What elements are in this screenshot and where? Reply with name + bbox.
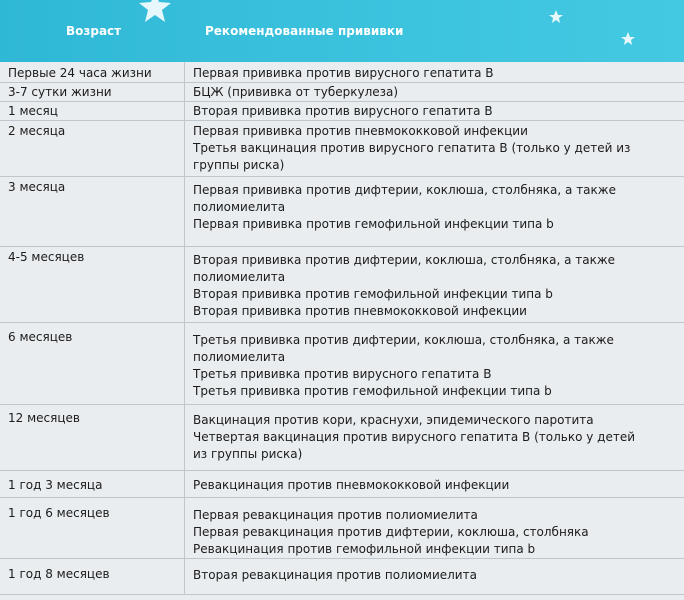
vaccine-line: полиомиелита <box>193 350 286 364</box>
star-icon <box>549 10 563 24</box>
vaccines-cell <box>185 471 684 498</box>
table-row <box>0 121 684 177</box>
table-row <box>0 498 684 559</box>
table-row <box>0 83 684 102</box>
age-cell: 1 месяц <box>0 102 185 121</box>
vaccine-line: Ревакцинация против пневмококковой инфекции <box>193 478 510 492</box>
star-icon <box>138 0 172 22</box>
vaccines-cell <box>185 405 684 471</box>
vaccine-line: Ревакцинация против гемофильной инфекции типа b <box>193 542 536 556</box>
age-cell: 12 месяцев <box>0 405 185 471</box>
vaccine-line: Первая прививка против вирусного гепатита В <box>193 66 494 80</box>
vaccine-line: Вторая прививка против пневмококковой инфекции <box>193 304 527 318</box>
vaccines-cell <box>185 498 684 559</box>
column-header-vaccines: Рекомендованные прививки <box>205 24 404 38</box>
vaccines-cell <box>185 83 684 102</box>
table-row <box>0 471 684 498</box>
age-cell: 2 месяца <box>0 121 185 177</box>
vaccine-line: Первая прививка против гемофильной инфекции типа b <box>193 217 554 231</box>
age-cell: 1 год 3 месяца <box>0 471 185 498</box>
age-cell: 3-7 сутки жизни <box>0 83 185 102</box>
vaccine-line: Вторая прививка против дифтерии, коклюша, столбняка, а также <box>193 253 616 267</box>
vaccine-line: группы риска) <box>193 158 285 172</box>
vaccine-line: Первая прививка против пневмококковой инфекции <box>193 124 528 138</box>
table-row <box>0 177 684 247</box>
table-header <box>0 0 684 62</box>
table-row <box>0 559 684 595</box>
table-row <box>0 405 684 471</box>
vaccines-cell <box>185 247 684 323</box>
schedule-table <box>0 62 684 595</box>
age-cell: 1 год 8 месяцев <box>0 559 185 595</box>
table-row <box>0 62 684 83</box>
vaccine-line: Третья вакцинация против вирусного гепатита В (только у детей из <box>193 141 631 155</box>
vaccine-line: Вторая прививка против гемофильной инфекции типа b <box>193 287 553 301</box>
column-header-age: Возраст <box>66 24 122 38</box>
vaccines-cell <box>185 102 684 121</box>
table-row <box>0 102 684 121</box>
vaccine-line: Вакцинация против кори, краснухи, эпидемического паротита <box>193 413 594 427</box>
vaccine-line: БЦЖ (прививка от туберкулеза) <box>193 85 399 99</box>
age-cell: 4-5 месяцев <box>0 247 185 323</box>
age-cell: 1 год 6 месяцев <box>0 498 185 559</box>
vaccine-line: Третья прививка против дифтерии, коклюша, столбняка, а также <box>193 333 614 347</box>
table-row <box>0 323 684 405</box>
vaccine-line: полиомиелита <box>193 200 286 214</box>
vaccine-line: Вторая ревакцинация против полиомиелита <box>193 568 477 582</box>
vaccines-cell <box>185 559 684 595</box>
vaccine-line: Первая ревакцинация против дифтерии, коклюша, столбняка <box>193 525 589 539</box>
vaccine-line: Вторая прививка против вирусного гепатита В <box>193 104 493 118</box>
vaccine-line: полиомиелита <box>193 270 286 284</box>
vaccine-line: Четвертая вакцинация против вирусного гепатита В (только у детей <box>193 430 636 444</box>
vaccine-line: из группы риска) <box>193 447 303 461</box>
star-icon <box>621 32 635 46</box>
age-cell: 3 месяца <box>0 177 185 247</box>
age-cell: 6 месяцев <box>0 323 185 405</box>
table-row <box>0 247 684 323</box>
vaccines-cell <box>185 62 684 83</box>
vaccine-line: Первая ревакцинация против полиомиелита <box>193 508 478 522</box>
vaccine-line: Третья прививка против гемофильной инфекции типа b <box>193 384 552 398</box>
vaccines-cell <box>185 121 684 177</box>
vaccines-cell <box>185 177 684 247</box>
vaccines-cell <box>185 323 684 405</box>
vaccine-line: Третья прививка против вирусного гепатита В <box>193 367 492 381</box>
vaccine-line: Первая прививка против дифтерии, коклюша, столбняка, а также <box>193 183 616 197</box>
age-cell: Первые 24 часа жизни <box>0 62 185 83</box>
